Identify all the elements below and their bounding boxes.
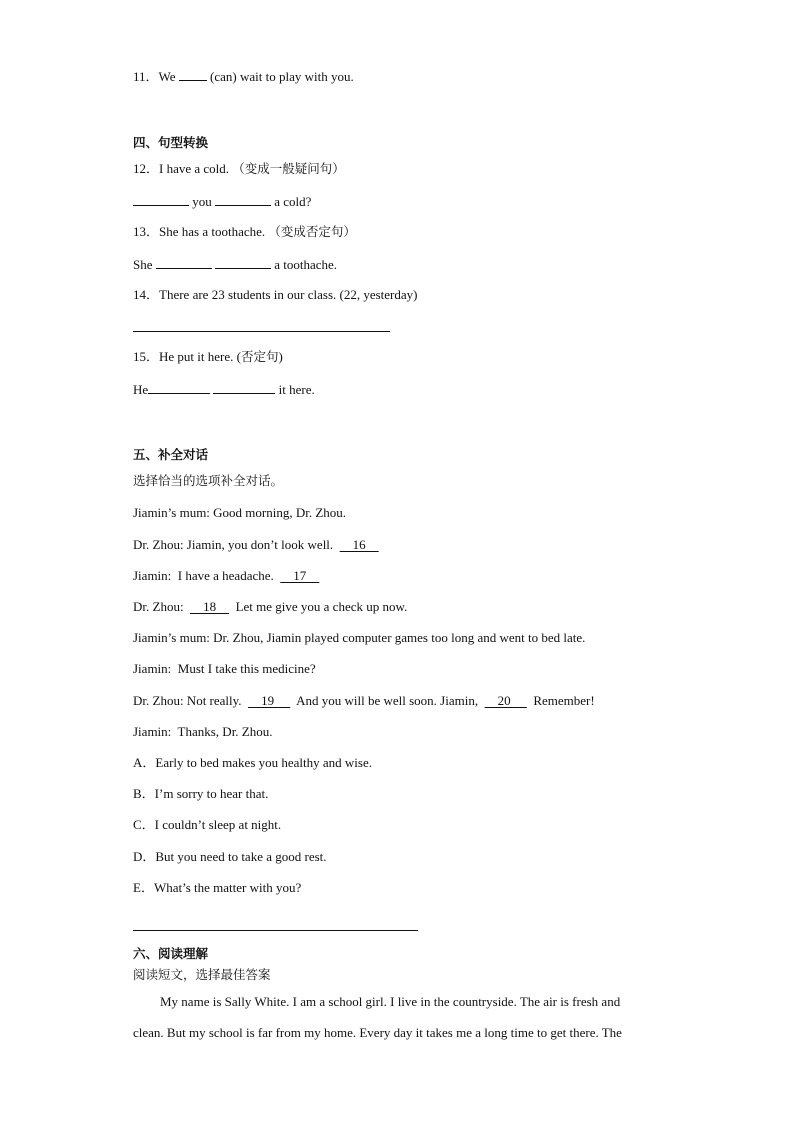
dialog-line-5: Jiamin’s mum: Dr. Zhou, Jiamin played computer games too long and went to bed late. <box>133 630 586 645</box>
dialog-line-4: Dr. Zhou: 18 Let me give you a check up now. <box>133 599 408 614</box>
answer-blank[interactable] <box>133 193 189 206</box>
q11-hint: (can) <box>210 69 237 84</box>
answer-blank[interactable] <box>156 256 212 269</box>
blank-19[interactable]: 19 <box>248 693 291 708</box>
answer-blank[interactable] <box>215 193 271 206</box>
dialog-line-2: Dr. Zhou: Jiamin, you don’t look well. 16 <box>133 537 379 552</box>
section-5-answer-line[interactable] <box>133 930 418 931</box>
answer-blank[interactable] <box>179 68 207 81</box>
section-5-instruction: 选择恰当的选项补全对话。 <box>133 473 284 488</box>
blank-17[interactable]: 17 <box>280 568 320 583</box>
reading-paragraph-line-2: clean. But my school is far from my home. Every day it takes me a long time to get there. The <box>133 1025 622 1040</box>
answer-blank[interactable] <box>213 381 275 394</box>
answer-blank[interactable] <box>215 256 271 269</box>
dialog-line-1: Jiamin’s mum: Good morning, Dr. Zhou. <box>133 505 347 520</box>
dialog-line-7: Dr. Zhou: Not really. 19 And you will be well soon. Jiamin, 20 Remember! <box>133 693 595 708</box>
question-15: 15．He put it here. (否定句) <box>133 349 283 364</box>
dialog-line-8: Jiamin: Thanks, Dr. Zhou. <box>133 724 273 739</box>
dialog-line-6: Jiamin: Must I take this medicine? <box>133 661 316 676</box>
question-12: 12．I have a cold. （变成一般疑问句） <box>133 161 345 176</box>
option-d[interactable]: D．But you need to take a good rest. <box>133 849 327 864</box>
question-11: 11．We (can) wait to play with you. <box>133 69 354 84</box>
q12-answer-line: you a cold? <box>133 193 311 210</box>
section-6-instruction: 阅读短文，选择最佳答案 <box>133 967 271 982</box>
section-6-title: 六、阅读理解 <box>133 946 209 961</box>
option-a[interactable]: A．Early to bed makes you healthy and wise. <box>133 755 372 770</box>
q12-instruction: （变成一般疑问句） <box>232 161 345 176</box>
reading-paragraph-line-1: My name is Sally White. I am a school girl. I live in the countryside. The air is fresh and <box>160 994 621 1009</box>
q11-number: 11． <box>133 69 159 84</box>
option-e[interactable]: E．What’s the matter with you? <box>133 880 302 895</box>
blank-20[interactable]: 20 <box>484 693 527 708</box>
question-14: 14．There are 23 students in our class. (22, yesterday) <box>133 287 418 302</box>
q13-instruction: （变成否定句） <box>268 224 356 239</box>
option-b[interactable]: B．I’m sorry to hear that. <box>133 786 269 801</box>
q14-answer-line[interactable] <box>133 331 390 332</box>
blank-16[interactable]: 16 <box>339 537 379 552</box>
answer-blank[interactable] <box>148 381 210 394</box>
option-c[interactable]: C．I couldn’t sleep at night. <box>133 817 282 832</box>
q15-answer-line: He it here. <box>133 382 315 397</box>
section-4-title: 四、句型转换 <box>133 135 209 150</box>
question-13: 13．She has a toothache. （变成否定句） <box>133 224 356 239</box>
blank-18[interactable]: 18 <box>190 599 230 614</box>
section-5-title: 五、补全对话 <box>133 447 209 462</box>
q15-instruction: 否定句 <box>240 349 279 364</box>
q13-answer-line: She a toothache. <box>133 257 338 272</box>
dialog-line-3: Jiamin: I have a headache. 17 <box>133 568 320 583</box>
